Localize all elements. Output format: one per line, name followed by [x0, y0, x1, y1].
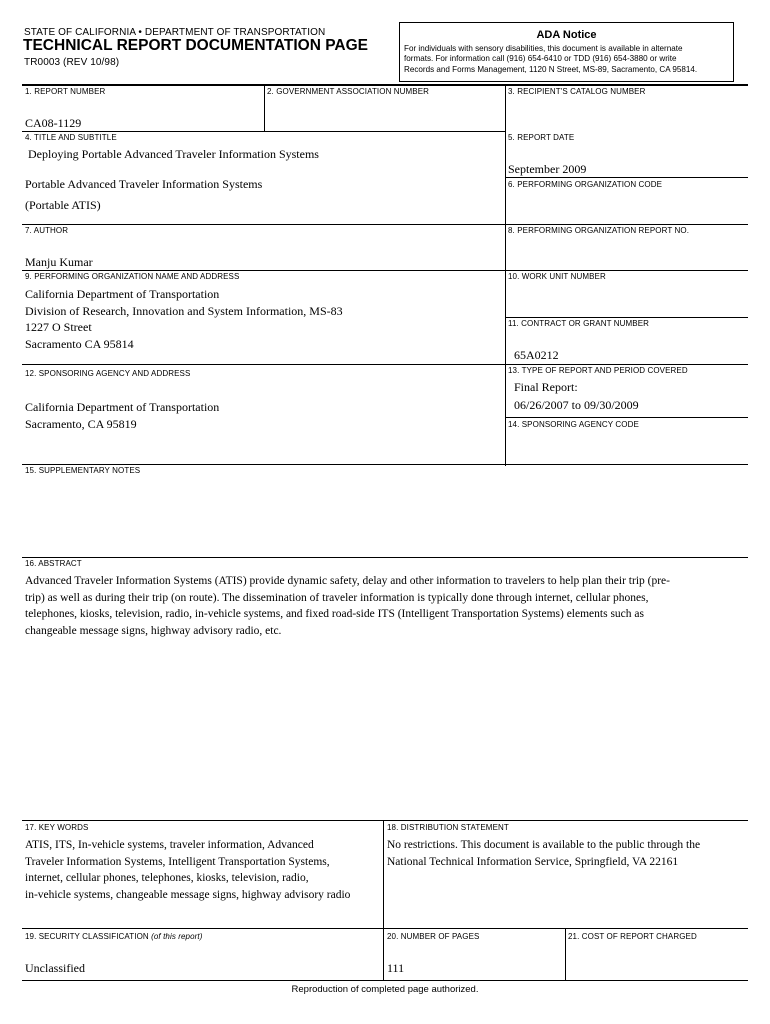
divider — [505, 317, 748, 318]
report-number-label: 1. REPORT NUMBER — [25, 87, 106, 96]
contract-grant-label: 11. CONTRACT OR GRANT NUMBER — [508, 319, 650, 328]
report-date-label: 5. REPORT DATE — [508, 133, 575, 142]
divider — [22, 820, 748, 821]
author-value: Manju Kumar — [25, 255, 93, 269]
num-pages-value: 111 — [387, 961, 405, 975]
report-type-line-1: Final Report: — [514, 380, 578, 394]
sponsoring-code-label: 14. SPONSORING AGENCY CODE — [508, 420, 639, 429]
contract-grant-value: 65A0212 — [514, 348, 559, 362]
divider — [383, 820, 384, 980]
security-class-label: 19. SECURITY CLASSIFICATION (of this report) — [25, 932, 203, 941]
title-line-2: Portable Advanced Traveler Information Systems — [25, 177, 263, 191]
recipient-catalog-label: 3. RECIPIENT'S CATALOG NUMBER — [508, 87, 646, 96]
divider — [565, 928, 566, 980]
footer-note: Reproduction of completed page authorized. — [291, 984, 479, 995]
performing-org-address: California Department of Transportation Division of Research, Innovation and System Information, MS-83 1227 O Street Sacramento CA 95814 — [25, 287, 343, 351]
top-rule — [22, 84, 748, 86]
title-subtitle-label: 4. TITLE AND SUBTITLE — [25, 133, 117, 142]
divider — [22, 131, 505, 132]
work-unit-label: 10. WORK UNIT NUMBER — [508, 272, 606, 281]
author-label: 7. AUTHOR — [25, 226, 69, 235]
performing-org-code-label: 6. PERFORMING ORGANIZATION CODE — [508, 180, 663, 189]
cost-label: 21. COST OF REPORT CHARGED — [568, 932, 697, 941]
report-type-label: 13. TYPE OF REPORT AND PERIOD COVERED — [508, 366, 688, 375]
security-class-value: Unclassified — [25, 961, 85, 975]
title-line-3: (Portable ATIS) — [25, 198, 101, 212]
gov-accession-label: 2. GOVERNMENT ASSOCIATION NUMBER — [267, 87, 430, 96]
report-type-line-2: 06/26/2007 to 09/30/2009 — [514, 398, 639, 412]
key-words-label: 17. KEY WORDS — [25, 823, 89, 832]
abstract-text: Advanced Traveler Information Systems (ATIS) provide dynamic safety, delay and other information to travelers to help plan their trip (pre- trip) as well as during their trip (on route). The dissemination of traveler information is typically done through internet, cellular phones, telephones, kiosks, television, radio, in-vehicle systems, and fixed road-side ITS (Intelligent Transportation Systems) elements such as changeable message signs, highway advisory radio, etc. — [25, 575, 670, 637]
performing-org-name-label: 9. PERFORMING ORGANIZATION NAME AND ADDRESS — [25, 272, 240, 281]
abstract-label: 16. ABSTRACT — [25, 559, 82, 568]
divider — [264, 85, 265, 131]
page-title: TECHNICAL REPORT DOCUMENTATION PAGE — [23, 37, 369, 54]
performing-org-report-label: 8. PERFORMING ORGANIZATION REPORT NO. — [508, 226, 690, 235]
distribution-label: 18. DISTRIBUTION STATEMENT — [387, 823, 509, 832]
num-pages-label: 20. NUMBER OF PAGES — [387, 932, 480, 941]
ada-notice-box — [399, 22, 734, 82]
security-class-note: (of this report) — [151, 932, 203, 941]
bottom-rule — [22, 980, 748, 981]
divider — [505, 417, 748, 418]
sponsoring-agency-address: California Department of Transportation Sacramento, CA 95819 — [25, 400, 220, 431]
report-number-value: CA08-1129 — [25, 116, 82, 130]
divider — [505, 177, 748, 178]
divider — [22, 364, 748, 365]
divider — [22, 270, 748, 271]
divider — [22, 224, 748, 225]
divider — [22, 464, 748, 465]
title-line-1: Deploying Portable Advanced Traveler Information Systems — [28, 147, 319, 161]
distribution-text: No restrictions. This document is available to the public through the National Technical Information Service, Springfield, VA 22161 — [387, 839, 701, 868]
form-id: TR0003 (REV 10/98) — [24, 57, 120, 68]
key-words-text: ATIS, ITS, In-vehicle systems, traveler information, Advanced Traveler Information Systems, Intelligent Transportation Systems, internet, cellular phones, telephones, kiosks, television, radio, in-vehicle systems, changeable message signs, highway advisory radio — [25, 839, 351, 901]
supplementary-notes-label: 15. SUPPLEMENTARY NOTES — [25, 466, 141, 475]
divider — [505, 85, 506, 466]
agency-line: STATE OF CALIFORNIA • DEPARTMENT OF TRANSPORTATION — [24, 27, 326, 38]
ada-notice-title: ADA Notice — [536, 29, 597, 41]
divider — [22, 557, 748, 558]
ada-notice-text: For individuals with sensory disabilities, this document is available in alternate formats. For information call (916) 654-6410 or TDD (916) 654-3880 or write Records and Forms Management, 1120 N Street, MS-89, Sacramento, CA 95814. — [404, 44, 698, 74]
report-date-value: September 2009 — [508, 162, 587, 176]
sponsoring-agency-label: 12. SPONSORING AGENCY AND ADDRESS — [25, 369, 191, 378]
divider — [22, 928, 748, 929]
